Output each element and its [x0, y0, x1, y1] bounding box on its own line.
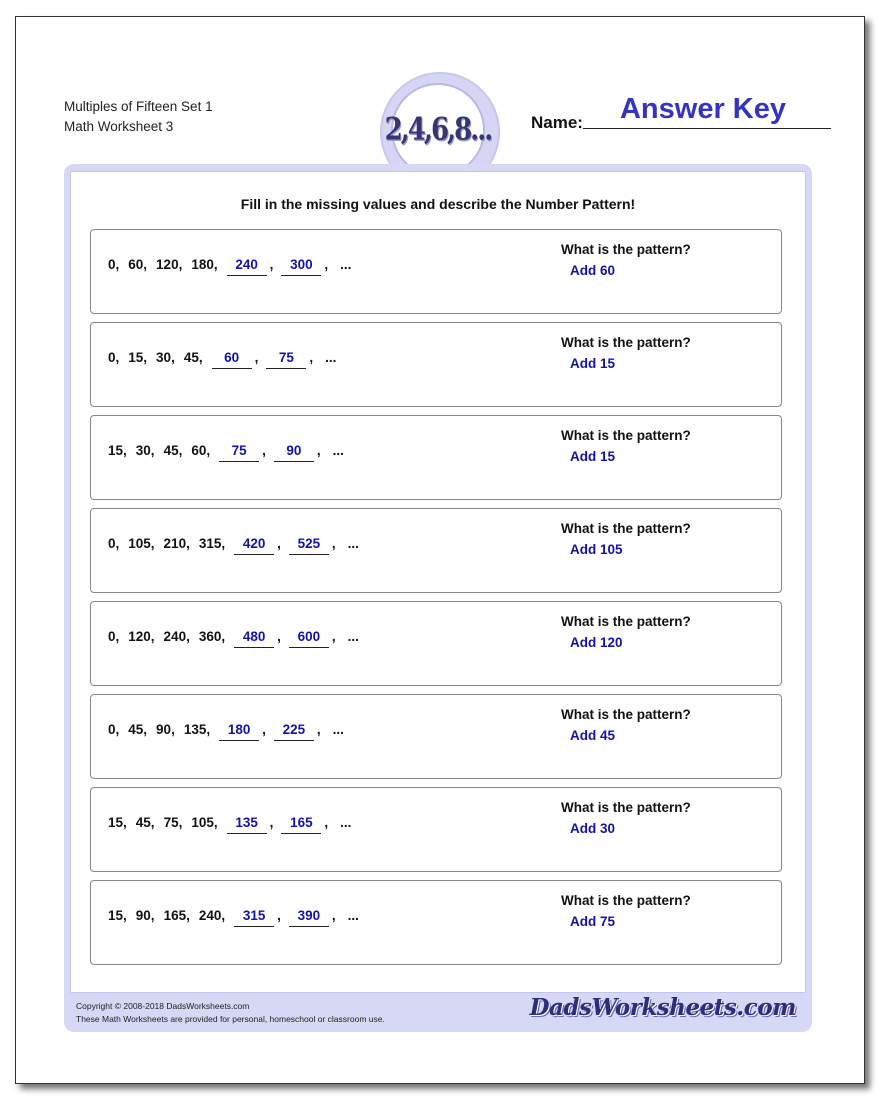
- sequence-term: 15,: [128, 350, 148, 365]
- answer-blank[interactable]: 90: [274, 443, 314, 462]
- number-sequence: [108, 257, 351, 272]
- title-line-1: Multiples of Fifteen Set 1: [64, 99, 213, 114]
- number-sequence: [108, 629, 359, 644]
- sequence-term: 90,: [156, 722, 175, 737]
- problems-panel: [70, 171, 806, 993]
- sequence-term: 30,: [135, 443, 155, 458]
- problem-box: [90, 508, 782, 593]
- answer-blank[interactable]: 480: [234, 629, 274, 648]
- sequence-term: 45,: [183, 350, 203, 365]
- pattern-question: What is the pattern?: [561, 521, 691, 536]
- ellipsis: ...: [347, 908, 359, 923]
- ellipsis: ...: [332, 722, 344, 737]
- logo-text: 2,4,6,8...: [384, 112, 492, 148]
- separator-comma: ,: [331, 536, 336, 551]
- answer-blank[interactable]: 240: [227, 257, 267, 276]
- instructions: Fill in the missing values and describe the Number Pattern!: [240, 196, 636, 212]
- ellipsis: ...: [325, 350, 337, 365]
- ellipsis: ...: [340, 257, 352, 272]
- pattern-question: What is the pattern?: [561, 335, 691, 350]
- pattern-question: What is the pattern?: [561, 428, 691, 443]
- answer-blank[interactable]: 180: [219, 722, 259, 741]
- sequence-term: 0,: [108, 257, 120, 272]
- separator-comma: ,: [309, 350, 314, 365]
- ellipsis: ...: [332, 443, 344, 458]
- pattern-question: What is the pattern?: [561, 707, 691, 722]
- sequence-term: 75,: [163, 815, 183, 830]
- number-sequence: [108, 536, 359, 551]
- sequence-term: 0,: [108, 536, 120, 551]
- sequence-term: 15,: [108, 443, 127, 458]
- separator-comma: ,: [254, 350, 259, 365]
- sequence-term: 45,: [128, 722, 148, 737]
- sequence-term: 15,: [108, 815, 127, 830]
- pattern-answer: Add 45: [570, 728, 616, 743]
- problem-box: [90, 415, 782, 500]
- answer-blank[interactable]: 315: [234, 908, 274, 927]
- separator-comma: ,: [331, 629, 336, 644]
- problem-box: [90, 229, 782, 314]
- sequence-term: 120,: [156, 257, 183, 272]
- name-label: Name:: [531, 113, 583, 132]
- ellipsis: ...: [340, 815, 352, 830]
- separator-comma: ,: [316, 443, 321, 458]
- pattern-question: What is the pattern?: [561, 800, 691, 815]
- usage-notice: These Math Worksheets are provided for personal, homeschool or classroom use.: [76, 1014, 385, 1024]
- answer-blank[interactable]: 75: [219, 443, 259, 462]
- ellipsis: ...: [347, 536, 359, 551]
- problem-box: [90, 787, 782, 872]
- answer-blank[interactable]: 525: [289, 536, 329, 555]
- answer-blank[interactable]: 135: [227, 815, 267, 834]
- sequence-term: 135,: [183, 722, 211, 737]
- answer-blank[interactable]: 420: [234, 536, 274, 555]
- worksheet-page: [15, 16, 865, 1084]
- sequence-term: 60,: [128, 257, 148, 272]
- pattern-answer: Add 15: [570, 356, 616, 371]
- pattern-question: What is the pattern?: [561, 242, 691, 257]
- worksheet-frame: [64, 164, 812, 1032]
- answer-blank[interactable]: 600: [289, 629, 329, 648]
- problem-box: [90, 601, 782, 686]
- problem-box: [90, 880, 782, 965]
- separator-comma: ,: [262, 443, 266, 458]
- answer-blank[interactable]: 75: [266, 350, 306, 369]
- name-field[interactable]: [583, 128, 831, 129]
- pattern-answer: Add 120: [570, 635, 623, 650]
- answer-blank[interactable]: 165: [281, 815, 321, 834]
- answer-blank[interactable]: 225: [274, 722, 314, 741]
- sequence-term: 15,: [108, 908, 127, 923]
- pattern-question: What is the pattern?: [561, 614, 691, 629]
- ellipsis: ...: [347, 629, 359, 644]
- separator-comma: ,: [277, 629, 281, 644]
- sequence-term: 240,: [198, 908, 226, 923]
- pattern-answer: Add 75: [570, 914, 616, 929]
- copyright-text: Copyright © 2008-2018 DadsWorksheets.com: [76, 1001, 250, 1011]
- separator-comma: ,: [331, 908, 336, 923]
- separator-comma: ,: [324, 815, 329, 830]
- sequence-term: 0,: [108, 629, 120, 644]
- sequence-term: 45,: [135, 815, 155, 830]
- pattern-answer: Add 105: [570, 542, 623, 557]
- sequence-term: 105,: [191, 815, 218, 830]
- sequence-term: 45,: [163, 443, 183, 458]
- answer-blank[interactable]: 300: [281, 257, 321, 276]
- number-sequence: [108, 722, 344, 737]
- sequence-term: 180,: [191, 257, 218, 272]
- sequence-term: 30,: [156, 350, 175, 365]
- sequence-term: 0,: [108, 350, 120, 365]
- number-sequence: [108, 350, 336, 365]
- sequence-term: 240,: [163, 629, 190, 644]
- sequence-term: 210,: [163, 536, 190, 551]
- problem-box: [90, 694, 782, 779]
- title-line-2: Math Worksheet 3: [64, 119, 174, 134]
- separator-comma: ,: [269, 257, 274, 272]
- sequence-term: 165,: [163, 908, 190, 923]
- separator-comma: ,: [324, 257, 329, 272]
- number-sequence: [108, 908, 359, 923]
- brand-logo: DadsWorksheets.com: [529, 994, 796, 1021]
- sequence-term: 60,: [191, 443, 211, 458]
- separator-comma: ,: [262, 722, 266, 737]
- pattern-answer: Add 60: [570, 263, 616, 278]
- worksheet-title: [64, 97, 213, 137]
- answer-blank[interactable]: 60: [212, 350, 252, 369]
- sequence-term: 315,: [198, 536, 226, 551]
- sequence-term: 0,: [108, 722, 120, 737]
- pattern-answer: Add 30: [570, 821, 616, 836]
- sequence-term: 90,: [135, 908, 155, 923]
- pattern-question: What is the pattern?: [561, 893, 691, 908]
- number-sequence: [108, 815, 351, 830]
- answer-key-text: Answer Key: [619, 93, 786, 125]
- answer-blank[interactable]: 390: [289, 908, 329, 927]
- separator-comma: ,: [269, 815, 274, 830]
- footer-copyright: [76, 1000, 385, 1026]
- problem-box: [90, 322, 782, 407]
- logo-inner-circle: [384, 83, 492, 177]
- number-sequence: [108, 443, 344, 458]
- separator-comma: ,: [277, 908, 281, 923]
- sequence-term: 360,: [198, 629, 226, 644]
- sequence-term: 105,: [128, 536, 155, 551]
- separator-comma: ,: [316, 722, 321, 737]
- separator-comma: ,: [277, 536, 281, 551]
- sequence-term: 120,: [128, 629, 155, 644]
- pattern-answer: Add 15: [570, 449, 616, 464]
